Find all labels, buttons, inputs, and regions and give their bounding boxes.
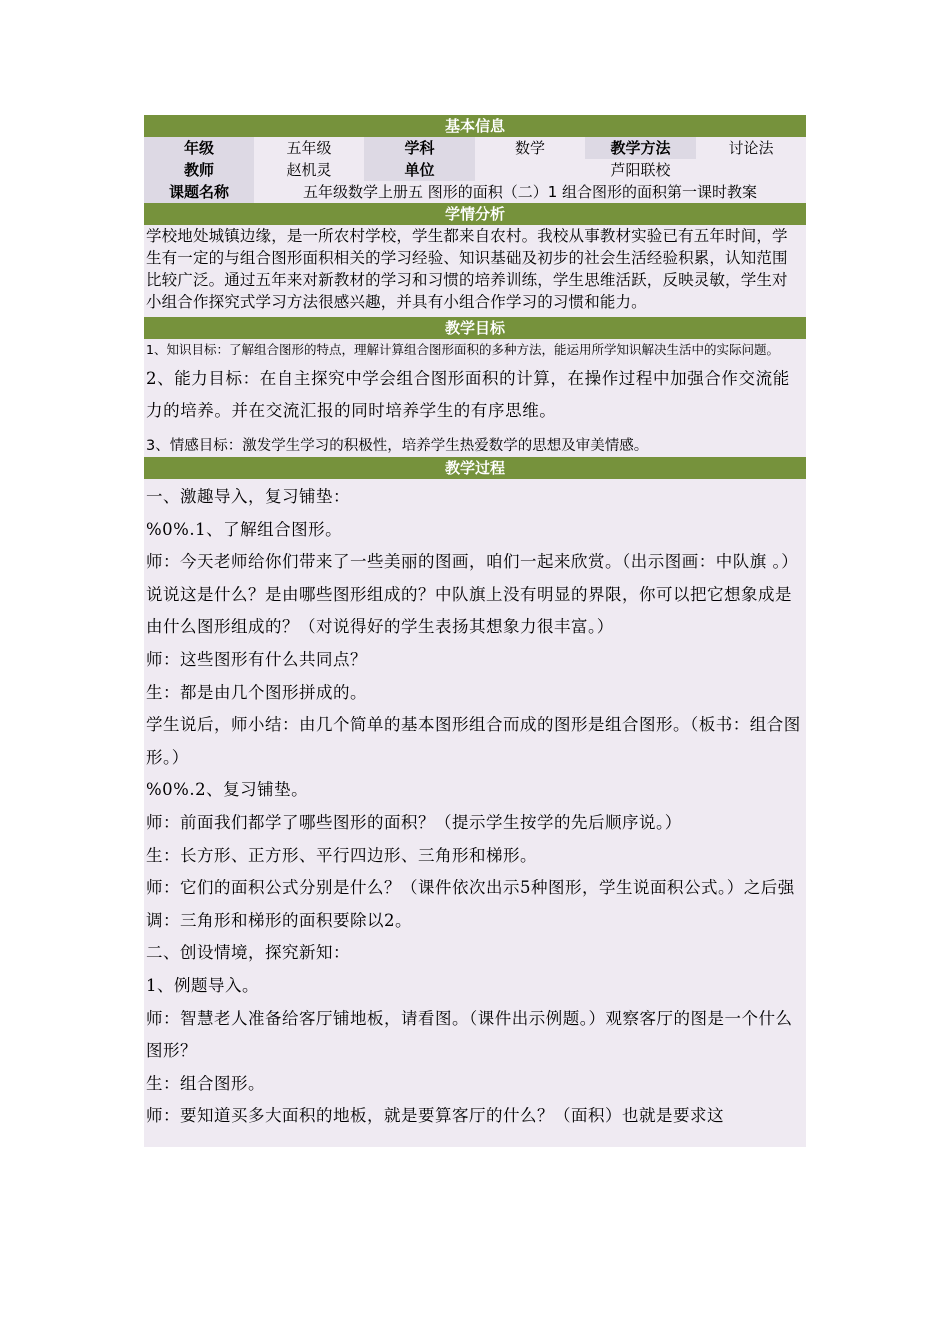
process-line: 师：这些图形有什么共同点？ — [146, 649, 367, 669]
process-line: 一、激趣导入，复习铺垫： — [146, 487, 350, 506]
process-line: 生：长方形、正方形、平行四边形、三角形和梯形。 — [146, 845, 537, 865]
grade-value: 五年级 — [286, 139, 332, 157]
teacher-label: 教师 — [144, 159, 254, 181]
process-header: 教学过程 — [144, 457, 806, 479]
goal-knowledge: 1、知识目标：了解组合图形的特点，理解计算组合图形面积的多种方法，能运用所学知识解决生活中的实际问题。 — [144, 339, 806, 362]
info-row-grade — [144, 137, 806, 159]
info-row-teacher — [144, 159, 806, 181]
basic-info-header: 基本信息 — [144, 115, 806, 137]
process-line: 说说这是什么？是由哪些图形组成的？中队旗上没有明显的界限，你可以把它想象成是由什么图形组成的？（对说得好的学生表扬其想象力很丰富。） — [146, 584, 792, 637]
goal-ability: 2、能力目标：在自主探究中学会组合图形面积的计算，在操作过程中加强合作交流能力的培养。并在交流汇报的同时培养学生的有序思维。 — [144, 362, 806, 429]
process-line: 师：它们的面积公式分别是什么？（课件依次出示5种图形，学生说面积公式。）之后强调：三角形和梯形的面积要除以2。 — [146, 878, 795, 930]
process-line: %0%.2、复习铺垫。 — [146, 780, 309, 800]
process-line: 师：智慧老人准备给客厅铺地板，请看图。（课件出示例题。）观察客厅的图是一个什么图形？ — [146, 1008, 793, 1061]
method-label: 教学方法 — [585, 137, 696, 159]
process-line: %0%.1、了解组合图形。 — [146, 519, 343, 539]
process-line: 生：组合图形。 — [146, 1073, 265, 1093]
lesson-plan-document — [144, 115, 806, 1147]
process-line: 生：都是由几个图形拼成的。 — [146, 682, 367, 702]
analysis-header: 学情分析 — [144, 203, 806, 225]
unit-label: 单位 — [364, 159, 475, 181]
subject-label: 学科 — [364, 137, 475, 159]
process-body — [144, 479, 806, 1147]
process-line: 二、创设情境，探究新知： — [146, 943, 350, 963]
topic-label: 课题名称 — [144, 181, 254, 203]
process-line: 师：要知道买多大面积的地板，就是要算客厅的什么？（面积）也就是要求这 — [146, 1106, 724, 1126]
unit-value: 芦阳联校 — [610, 161, 671, 179]
info-row-topic — [144, 181, 806, 203]
subject-value: 数学 — [514, 139, 545, 157]
process-line: 1、例题导入。 — [146, 975, 259, 995]
grade-label: 年级 — [144, 137, 254, 159]
process-line: 学生说后，师小结：由几个简单的基本图形组合而成的图形是组合图形。（板书：组合图形。） — [146, 715, 801, 767]
teacher-value: 赵机灵 — [286, 161, 332, 179]
process-line: 师：今天老师给你们带来了一些美丽的图画，咱们一起来欣赏。（出示图画：中队旗 。） — [146, 552, 799, 572]
goals-header: 教学目标 — [144, 317, 806, 339]
goal-emotion: 3、情感目标：激发学生学习的积极性，培养学生热爱数学的思想及审美情感。 — [144, 429, 806, 457]
method-value: 讨论法 — [728, 139, 774, 157]
analysis-text: 学校地处城镇边缘，是一所农村学校，学生都来自农村。我校从事教材实验已有五年时间，学生有一定的与组合图形面积相关的学习经验、知识基础及初步的社会生活经验积累，认知范围比较广泛。通过五年来对新教材的学习和习惯的培养训练，学生思维活跃，反映灵敏，学生对小组合作探究式学习方法很感兴趣，并具有小组合作学习的习惯和能力。 — [144, 225, 806, 317]
process-line: 师：前面我们都学了哪些图形的面积？（提示学生按学的先后顺序说。） — [146, 812, 682, 832]
topic-value: 五年级数学上册五 图形的面积（二）1 组合图形的面积第一课时教案 — [302, 183, 758, 201]
